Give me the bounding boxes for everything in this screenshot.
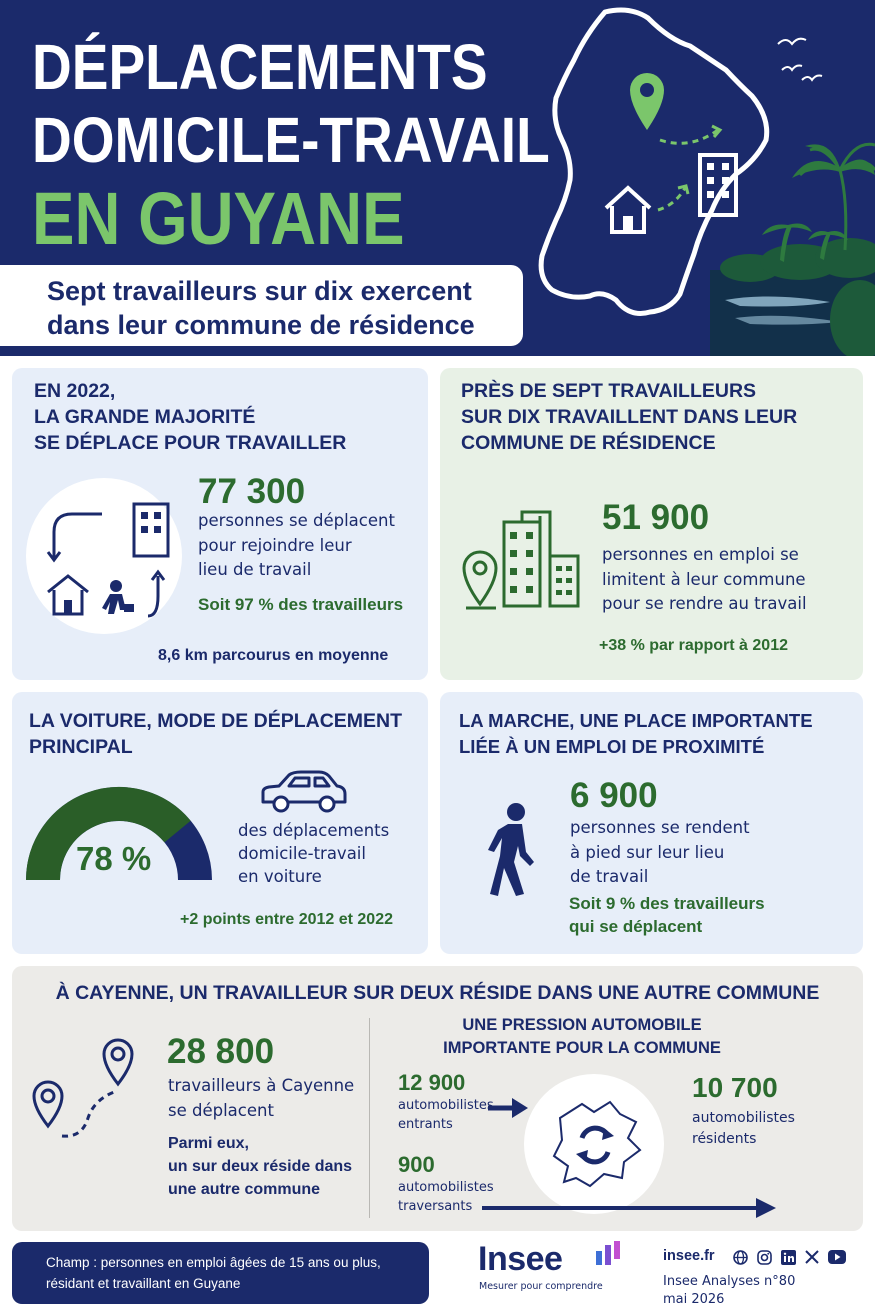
title-line: EN 2022,: [34, 380, 116, 402]
title-line-1: DÉPLACEMENTS: [32, 31, 488, 103]
cayenne-description: [168, 1074, 354, 1123]
title-line-2: DOMICILE-TRAVAIL: [32, 104, 550, 176]
car-share-value: 78 %: [76, 840, 152, 877]
label-line: traversants: [398, 1199, 473, 1214]
desc-line: travailleurs à Cayenne: [168, 1076, 355, 1095]
card-majority: [12, 368, 428, 680]
scope-line: résidant et travaillant en Guyane: [46, 1276, 241, 1291]
globe-icon[interactable]: [733, 1250, 748, 1265]
cayenne-note: [168, 1132, 352, 1201]
share-line: qui se déplacent: [569, 917, 703, 936]
note-line: Parmi eux,: [168, 1135, 249, 1152]
cayenne-value: 28 800: [167, 1032, 275, 1071]
majority-distance: 8,6 km parcourus en moyenne: [158, 647, 389, 664]
label-line: automobilistes: [692, 1110, 795, 1126]
scope-line: Champ : personnes en emploi âgées de 15 ans ou plus,: [46, 1255, 381, 1270]
desc-line: des déplacements: [238, 821, 390, 840]
desc-line: personnes se déplacent: [198, 511, 395, 530]
title-line: PRÈS DE SEPT TRAVAILLEURS: [461, 380, 757, 402]
desc-line: pour rejoindre leur: [198, 535, 352, 555]
subtitle-line-1: Sept travailleurs sur dix exercent: [47, 276, 472, 306]
card-walk-title: [459, 708, 813, 760]
card-commune-title: [461, 378, 797, 456]
guyane-map-illustration: [530, 0, 875, 356]
header-banner: [0, 0, 875, 356]
linkedin-icon[interactable]: [781, 1250, 796, 1265]
scope-note: [12, 1242, 429, 1304]
desc-line: se déplacent: [168, 1100, 274, 1120]
title-line: SUR DIX TRAVAILLENT DANS LEUR: [461, 406, 798, 428]
walk-description: [570, 816, 750, 890]
crossing-label: [398, 1178, 494, 1216]
residents-label: [692, 1108, 795, 1150]
pressure-title: [382, 1014, 782, 1060]
title-line: SE DÉPLACE POUR TRAVAILLER: [34, 432, 347, 454]
car-description: [238, 819, 389, 888]
commune-map-icon: [524, 1074, 664, 1214]
crossing-arrow-icon: [482, 1197, 778, 1219]
label-line: automobilistes: [398, 1098, 494, 1113]
buildings-location-icon: [460, 508, 585, 613]
crossing-value: 900: [398, 1152, 435, 1177]
card-car-title: [29, 708, 402, 760]
title-line-3: EN GUYANE: [32, 177, 405, 260]
majority-description: [198, 509, 395, 583]
desc-line: personnes se rendent: [570, 818, 750, 837]
desc-line: pour se rendre au travail: [602, 594, 807, 613]
car-change: +2 points entre 2012 et 2022: [180, 911, 393, 928]
label-line: automobilistes: [398, 1180, 494, 1195]
note-line: un sur deux réside dans: [168, 1158, 353, 1175]
insee-logo-bars: [596, 1241, 622, 1267]
card-car: [12, 692, 428, 954]
majority-value: 77 300: [198, 472, 306, 511]
commune-description: [602, 543, 807, 617]
card-walk: [440, 692, 863, 954]
desc-line: lieu de travail: [198, 560, 312, 579]
desc-line: à pied sur leur lieu: [570, 842, 725, 862]
card-cayenne: [12, 966, 863, 1231]
pressure-title-line: UNE PRESSION AUTOMOBILE: [462, 1016, 702, 1034]
title-line: COMMUNE DE RÉSIDENCE: [461, 432, 716, 454]
website-link[interactable]: insee.fr: [663, 1248, 715, 1264]
residents-value: 10 700: [692, 1072, 778, 1103]
title-line: PRINCIPAL: [29, 736, 133, 758]
card-commune: [440, 368, 863, 680]
title-line: LA MARCHE, UNE PLACE IMPORTANTE: [459, 710, 813, 731]
walk-value: 6 900: [570, 776, 658, 815]
title-line: LA VOITURE, MODE DE DÉPLACEMENT: [29, 710, 403, 732]
entering-value: 12 900: [398, 1070, 466, 1095]
title-line: LIÉE À UN EMPLOI DE PROXIMITÉ: [459, 736, 765, 757]
label-line: résidents: [692, 1131, 757, 1147]
cayenne-title: À CAYENNE, UN TRAVAILLEUR SUR DEUX RÉSIDE DANS UNE AUTRE COMMUNE: [55, 982, 820, 1004]
car-icon: [259, 770, 349, 814]
publication-number: Insee Analyses n°80: [663, 1274, 796, 1289]
share-line: Soit 9 % des travailleurs: [569, 894, 765, 913]
youtube-icon[interactable]: [828, 1250, 846, 1264]
desc-line: en voiture: [238, 867, 322, 886]
subtitle-box: [0, 265, 523, 346]
entering-label: [398, 1096, 494, 1134]
commute-icon: [24, 476, 184, 636]
walking-person-icon: [488, 802, 540, 898]
instagram-icon[interactable]: [757, 1250, 772, 1265]
desc-line: domicile-travail: [238, 844, 366, 863]
majority-share: Soit 97 % des travailleurs: [198, 595, 404, 614]
insee-logo[interactable]: Insee: [478, 1240, 563, 1278]
commune-value: 51 900: [602, 498, 710, 537]
desc-line: limitent à leur commune: [602, 569, 806, 589]
divider: [369, 1018, 370, 1218]
x-icon[interactable]: [805, 1250, 819, 1264]
card-majority-title: [34, 378, 346, 456]
publication-info: [663, 1273, 795, 1309]
subtitle-line-2: dans leur commune de résidence: [47, 310, 475, 340]
desc-line: personnes en emploi se: [602, 545, 799, 564]
insee-tagline: Mesurer pour comprendre: [479, 1281, 603, 1292]
commune-change: +38 % par rapport à 2012: [599, 637, 788, 654]
label-line: entrants: [398, 1117, 453, 1132]
title-line: LA GRANDE MAJORITÉ: [34, 406, 256, 428]
publication-date: mai 2026: [663, 1292, 725, 1307]
desc-line: de travail: [570, 867, 649, 886]
pressure-title-line: IMPORTANTE POUR LA COMMUNE: [443, 1039, 721, 1057]
route-pins-icon: [32, 1038, 136, 1148]
note-line: une autre commune: [168, 1181, 321, 1198]
walk-share: [569, 892, 765, 938]
